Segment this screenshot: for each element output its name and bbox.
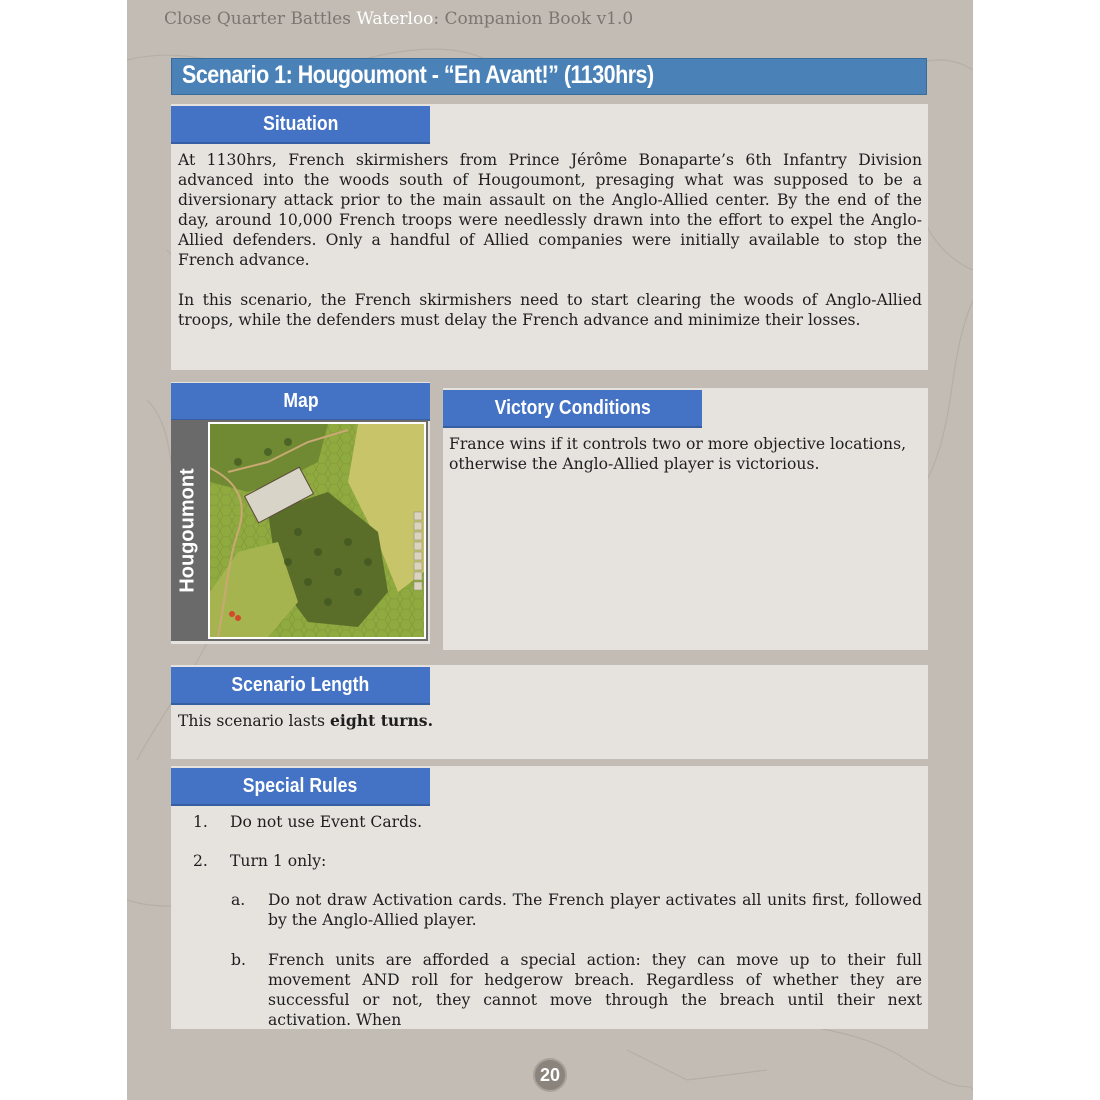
page-number: 20 <box>539 1064 561 1085</box>
map-side-label: Hougoumont <box>177 468 199 593</box>
length-text-bold: eight turns. <box>330 711 434 730</box>
rule-2b-text: French units are afforded a special action: they can move up to their full movement AND roll for hedgerow breach. Regardless of whether they are successful or not, they cannot move through the breach until their next activation. When <box>268 951 922 1029</box>
length-heading: Scenario Length <box>171 667 430 705</box>
rule-2-text: Turn 1 only: <box>230 852 327 870</box>
rule-2a-text: Do not draw Activation cards. The French player activates all units first, followed by the Anglo-Allied player. <box>268 891 922 929</box>
hex-map-illustration <box>208 422 426 639</box>
rule-1-marker: 1. <box>193 813 208 831</box>
victory-heading: Victory Conditions <box>443 390 702 428</box>
situation-heading: Situation <box>171 106 430 144</box>
rule-1-text: Do not use Event Cards. <box>230 813 423 831</box>
situation-paragraph-2: In this scenario, the French skirmishers need to start clearing the woods of Anglo-Allied troops, while the defenders must delay the French advance and minimize their losses. <box>178 291 922 329</box>
header-accent: Waterloo <box>356 9 434 29</box>
special-rules-heading: Special Rules <box>171 768 430 806</box>
length-text-regular: This scenario lasts <box>178 712 330 730</box>
rule-2-marker: 2. <box>193 852 208 870</box>
page-number-badge <box>533 1058 567 1092</box>
map-frame <box>171 420 428 641</box>
victory-text: France wins if it controls two or more objective locations, otherwise the Anglo-Allied player is victorious. <box>449 435 907 473</box>
scenario-title-bar <box>171 58 927 95</box>
rule-2b-marker: b. <box>231 951 246 969</box>
scenario-title: Scenario 1: Hougoumont - “En Avant!” (1130hrs) <box>182 61 654 89</box>
running-header <box>164 9 633 29</box>
map-heading: Map <box>171 383 430 421</box>
situation-text <box>178 150 922 350</box>
length-text <box>178 711 922 731</box>
scenario-map-image <box>208 422 426 639</box>
situation-paragraph-1: At 1130hrs, French skirmishers from Prince Jérôme Bonaparte’s 6th Infantry Division advanced into the woods south of Hougoumont, presaging what was supposed to be a diversionary attack prior to the main assault on the Anglo-Allied center. By the end of the day, around 10,000 French troops were needlessly drawn into the effort to expel the Anglo-Allied defenders. Only a handful of Allied companies were initially available to stop the French advance. <box>178 151 922 269</box>
header-prefix: Close Quarter Battles <box>164 9 357 29</box>
rule-2a-marker: a. <box>231 891 246 909</box>
page <box>127 0 973 1100</box>
header-suffix: : Companion Book v1.0 <box>433 9 634 29</box>
